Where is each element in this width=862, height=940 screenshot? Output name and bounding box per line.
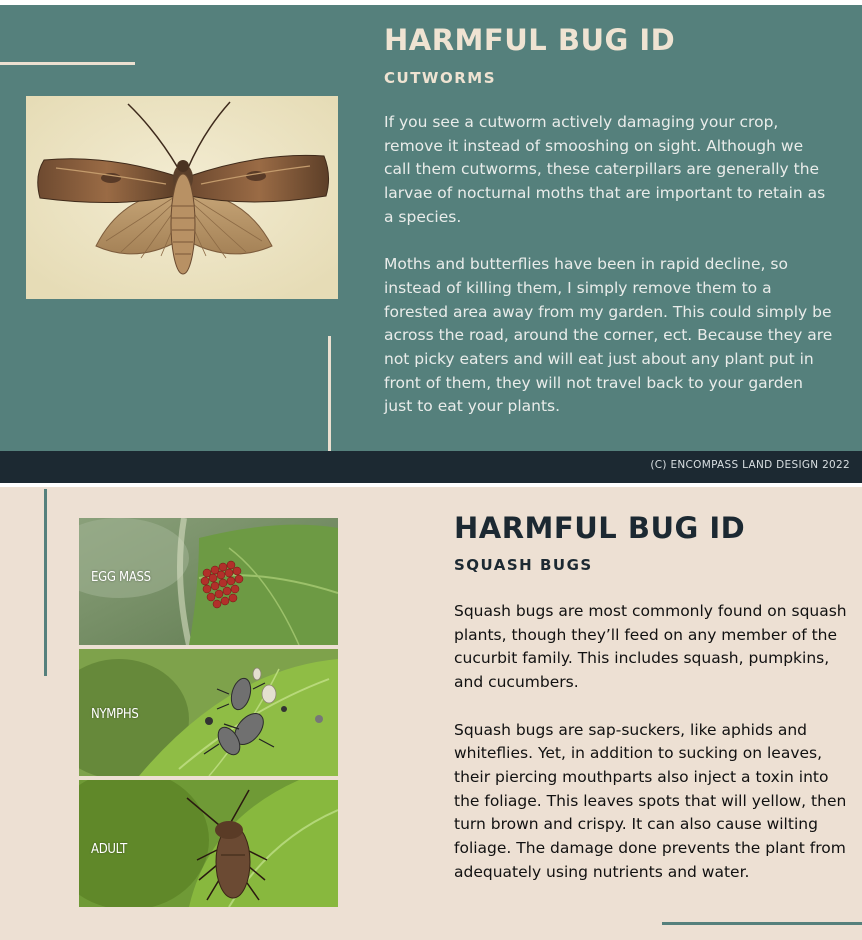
- adult-photo: [79, 780, 338, 907]
- cutworms-page: [0, 5, 862, 483]
- paragraph: Squash bugs are most commonly found on squash plants, though they’ll feed on any member of the cucurbit family. This includes squash, pumpkins, and cucumbers.: [454, 602, 847, 692]
- footer-bar: [0, 451, 862, 483]
- moth-photo: [26, 96, 338, 299]
- body-text: [384, 111, 834, 443]
- adult-label: ADULT: [91, 842, 127, 857]
- page-subtitle: SQUASH BUGS: [454, 556, 593, 574]
- paragraph: If you see a cutworm actively damaging your crop, remove it instead of smooshing on sight. Although we call them cutworms, these caterpillars are generally the larvae of nocturnal moths that are important to retain as a species.: [384, 113, 826, 226]
- paragraph: Squash bugs are sap-suckers, like aphids and whiteflies. Yet, in addition to sucking on leaves, their piercing mouthparts also inject a toxin into the foliage. This leaves spots that will yellow, then turn brown and crispy. It can also cause wilting foliage. The damage done prevents the plant from adequately using nutrients and water.: [454, 720, 847, 881]
- decorative-horizontal-line: [0, 62, 135, 65]
- decorative-vertical-line: [44, 489, 47, 676]
- copyright-text: (C) ENCOMPASS LAND DESIGN 2022: [650, 459, 850, 471]
- nymphs-label: NYMPHS: [91, 707, 139, 722]
- page-title: HARMFUL BUG ID: [384, 23, 676, 57]
- paragraph: Moths and butterflies have been in rapid decline, so instead of killing them, I simply remove them to a forested area away from my garden. This could simply be across the road, around the corner, ect. Because they are not picky eaters and will eat just about any plant put in front of them, they will not travel back to your garden just to eat your plants.: [384, 255, 833, 416]
- squash-bugs-page: [0, 487, 862, 940]
- nymphs-photo: [79, 649, 338, 776]
- page-subtitle: CUTWORMS: [384, 69, 496, 87]
- egg-mass-label: EGG MASS: [91, 570, 151, 585]
- decorative-vertical-line: [328, 336, 331, 456]
- egg-mass-photo: [79, 518, 338, 645]
- page-title: HARMFUL BUG ID: [454, 511, 746, 545]
- body-text: [454, 600, 849, 908]
- decorative-horizontal-line: [662, 922, 862, 925]
- moth-illustration: [26, 96, 338, 299]
